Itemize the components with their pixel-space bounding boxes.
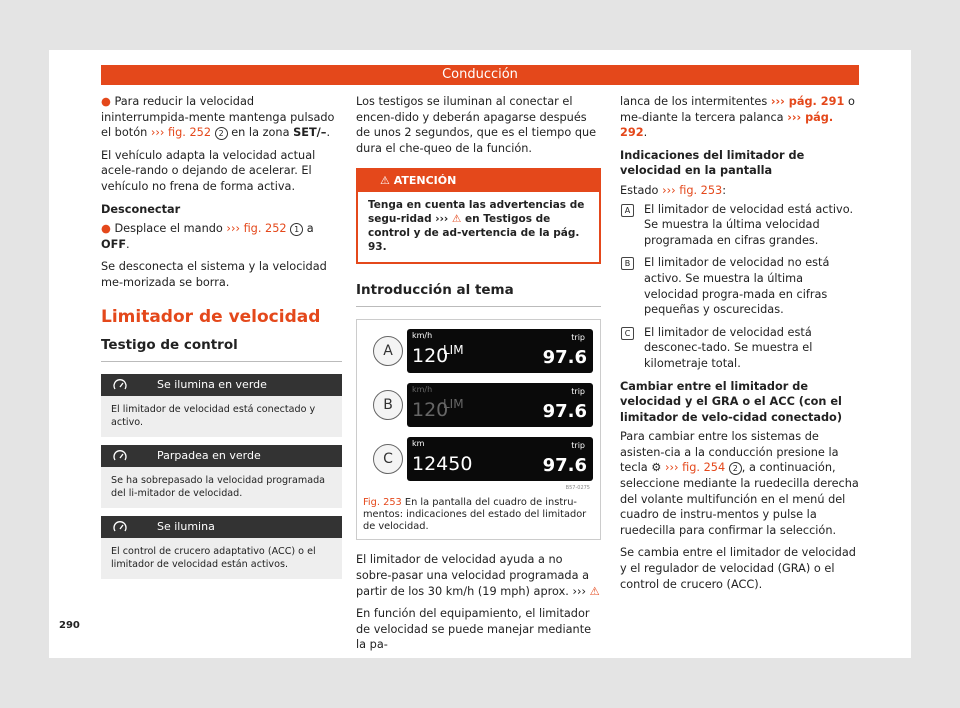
- warning-lamp-card: [101, 374, 342, 437]
- text: .: [126, 237, 130, 251]
- row-letter: A: [373, 336, 403, 366]
- subheading-indications: Indicaciones del limitador de velocidad en la pantalla: [620, 148, 805, 178]
- unit-label: km: [412, 439, 425, 449]
- bullet-icon: ●: [101, 222, 111, 236]
- lim-indicator: LIM: [443, 343, 464, 358]
- unit-label: km/h: [412, 331, 433, 341]
- dashboard-illustration: [363, 325, 594, 492]
- paragraph-limiter-help: [356, 552, 601, 599]
- trip-label: trip: [571, 387, 585, 397]
- warning-header: [358, 170, 599, 192]
- lamp-title: Parpadea en verde: [157, 448, 261, 462]
- text: a: [306, 222, 314, 236]
- unit-label: km/h: [412, 385, 433, 395]
- row-letter: B: [373, 390, 403, 420]
- text: .: [643, 126, 648, 140]
- warning-triangle-icon: ⚠: [451, 213, 462, 226]
- text: Para reducir la velocidad ininterrumpida-mente mantenga pulsado el botón: [101, 95, 335, 140]
- callout-number: 2: [729, 462, 742, 475]
- section-title: Limitador de velocidad: [101, 306, 321, 327]
- subsection-title: Introducción al tema: [356, 282, 601, 307]
- page-number: 290: [59, 620, 80, 631]
- paragraph-equipment: En función del equipamiento, el limitador de velocidad se puede manejar mediante la pa-: [356, 607, 592, 652]
- lamp-title: Se ilumina en verde: [157, 377, 267, 391]
- paragraph-adapt: El vehículo adapta la velocidad actual acele-rando o dejando de acelerar. El vehículo no frena de forma activa.: [101, 148, 316, 193]
- manual-page: [49, 50, 911, 658]
- state-item: [620, 255, 860, 317]
- paragraph-switch: [620, 429, 860, 538]
- lamp-title: Se ilumina: [157, 519, 215, 533]
- text: El limitador de velocidad ayuda a no sobre-pasar una velocidad programada a partir de los 30 km/h (19 mph) aprox. ›››: [356, 553, 590, 598]
- text: Estado: [620, 183, 659, 197]
- warning-title: ATENCIÓN: [393, 174, 457, 188]
- instrument-display: [407, 383, 593, 427]
- column-left: [101, 94, 342, 587]
- text: Desplace el mando: [114, 222, 223, 236]
- state-item: [620, 325, 860, 372]
- speed-limiter-icon: [113, 521, 127, 533]
- display-row-a: [363, 327, 594, 375]
- figure-caption: [363, 497, 594, 533]
- lamp-description: El limitador de velocidad está conectado y activo.: [101, 396, 342, 437]
- warning-lamp-card: [101, 445, 342, 508]
- lim-indicator: LIM: [443, 397, 464, 412]
- state-text: El limitador de velocidad está activo. Se muestra la última velocidad programada en cifras grandes.: [644, 202, 854, 247]
- paragraph-estado: [620, 183, 860, 199]
- paragraph-reduce-speed: [101, 94, 342, 141]
- text: o me-diante la tercera palanca: [620, 95, 855, 124]
- paragraph-disconnect: [101, 221, 342, 252]
- text: :: [722, 183, 727, 197]
- lamp-description: Se ha sobrepasado la velocidad programada del li-mitador de velocidad.: [101, 467, 342, 508]
- text: en Testigos de control y de ad-vertencia de la pág. 93.: [368, 213, 580, 254]
- trip-value: 97.6: [542, 401, 587, 423]
- paragraph-switch-result: Se cambia entre el limitador de velocidad y el regulador de velocidad (GRA) o el control de crucero (ACC).: [620, 546, 856, 591]
- key-label: OFF: [101, 237, 127, 251]
- speed-limiter-icon: [113, 379, 127, 391]
- fig-reference-link[interactable]: ››› fig. 254: [664, 461, 726, 475]
- lamp-description: El control de crucero adaptativo (ACC) o el limitador de velocidad están activos.: [101, 538, 342, 579]
- column-middle: [356, 94, 601, 660]
- state-text: El limitador de velocidad está desconec-tado. Se muestra el kilometraje total.: [644, 325, 813, 370]
- warning-lamp-card: [101, 516, 342, 579]
- callout-number: 1: [290, 223, 303, 236]
- warning-triangle-icon: ⚠: [589, 584, 600, 598]
- assist-button-icon: ⚙: [651, 461, 662, 475]
- display-row-c: [363, 435, 594, 483]
- state-label: B: [621, 257, 634, 270]
- trip-value: 97.6: [542, 347, 587, 369]
- subsection-title: Testigo de control: [101, 337, 342, 362]
- column-right: [620, 94, 860, 599]
- fig-reference-link[interactable]: ››› fig. 252: [226, 222, 287, 236]
- text: lanca de los intermitentes: [620, 95, 768, 108]
- caption-text: En la pantalla del cuadro de instru-mentos: indicaciones del estado del limitador de velocidad.: [363, 497, 587, 533]
- text: .: [326, 126, 331, 140]
- bullet-icon: ●: [101, 95, 111, 108]
- paragraph-lamps: Los testigos se iluminan al conectar el encen-dido y deberán apagarse después de unos 2 segundos, que es el tiempo que dura el che-queo de la función.: [356, 95, 597, 155]
- state-item: [620, 202, 860, 249]
- callout-number: 2: [215, 127, 228, 140]
- warning-text: [358, 192, 599, 262]
- paragraph-lever: [620, 94, 860, 141]
- figure-number: Fig. 253: [363, 497, 402, 509]
- state-label: C: [621, 327, 634, 340]
- lamp-header: [101, 516, 342, 538]
- trip-label: trip: [571, 333, 585, 343]
- speed-value: 120: [412, 345, 449, 368]
- state-text: El limitador de velocidad no está activo. Se muestra la última velocidad progra-mada en cifras pequeñas y oscurecidas.: [644, 256, 830, 317]
- text: Para cambiar entre los sistemas de asisten-cia a la conducción presione la tecla: [620, 430, 839, 475]
- speed-limiter-icon: [113, 450, 127, 462]
- trip-label: trip: [571, 441, 585, 451]
- fig-reference-link[interactable]: ››› fig. 253: [662, 183, 723, 197]
- text: , a continuación, seleccione mediante la ruedecilla derecha del volante multifunción en el menú del cuadro de instru-mentos y pulse la ruedecilla para confirmar la selección.: [620, 461, 859, 537]
- page-reference-link[interactable]: ››› pág. 291: [770, 95, 845, 108]
- speed-value: 120: [412, 399, 449, 422]
- figure-code: B57-0275: [565, 485, 590, 492]
- key-label: SET/–: [293, 126, 327, 140]
- text: Tenga en cuenta las advertencias de segu-ridad ›››: [368, 199, 585, 226]
- lamp-header: [101, 374, 342, 396]
- state-label: A: [621, 204, 634, 217]
- row-letter: C: [373, 444, 403, 474]
- text: en la zona: [231, 126, 290, 140]
- trip-value: 97.6: [542, 455, 587, 477]
- fig-reference-link[interactable]: ››› fig. 252: [150, 126, 212, 140]
- display-row-b: [363, 381, 594, 429]
- figure-253: [356, 319, 601, 540]
- subheading-switch: Cambiar entre el limitador de velocidad y el GRA o el ACC (con el limitador de velo-cidad conectado): [620, 379, 842, 424]
- section-header: Conducción: [101, 65, 859, 85]
- warning-triangle-icon: ⚠: [380, 174, 390, 188]
- paragraph-disconnected: Se desconecta el sistema y la velocidad me-morizada se borra.: [101, 260, 327, 289]
- lamp-header: [101, 445, 342, 467]
- odometer-value: 12450: [412, 453, 473, 476]
- page-reference-link[interactable]: ››› pág. 292: [620, 110, 834, 140]
- warning-box: [356, 168, 601, 264]
- instrument-display: [407, 329, 593, 373]
- instrument-display: [407, 437, 593, 481]
- subheading-desconectar: Desconectar: [101, 202, 181, 216]
